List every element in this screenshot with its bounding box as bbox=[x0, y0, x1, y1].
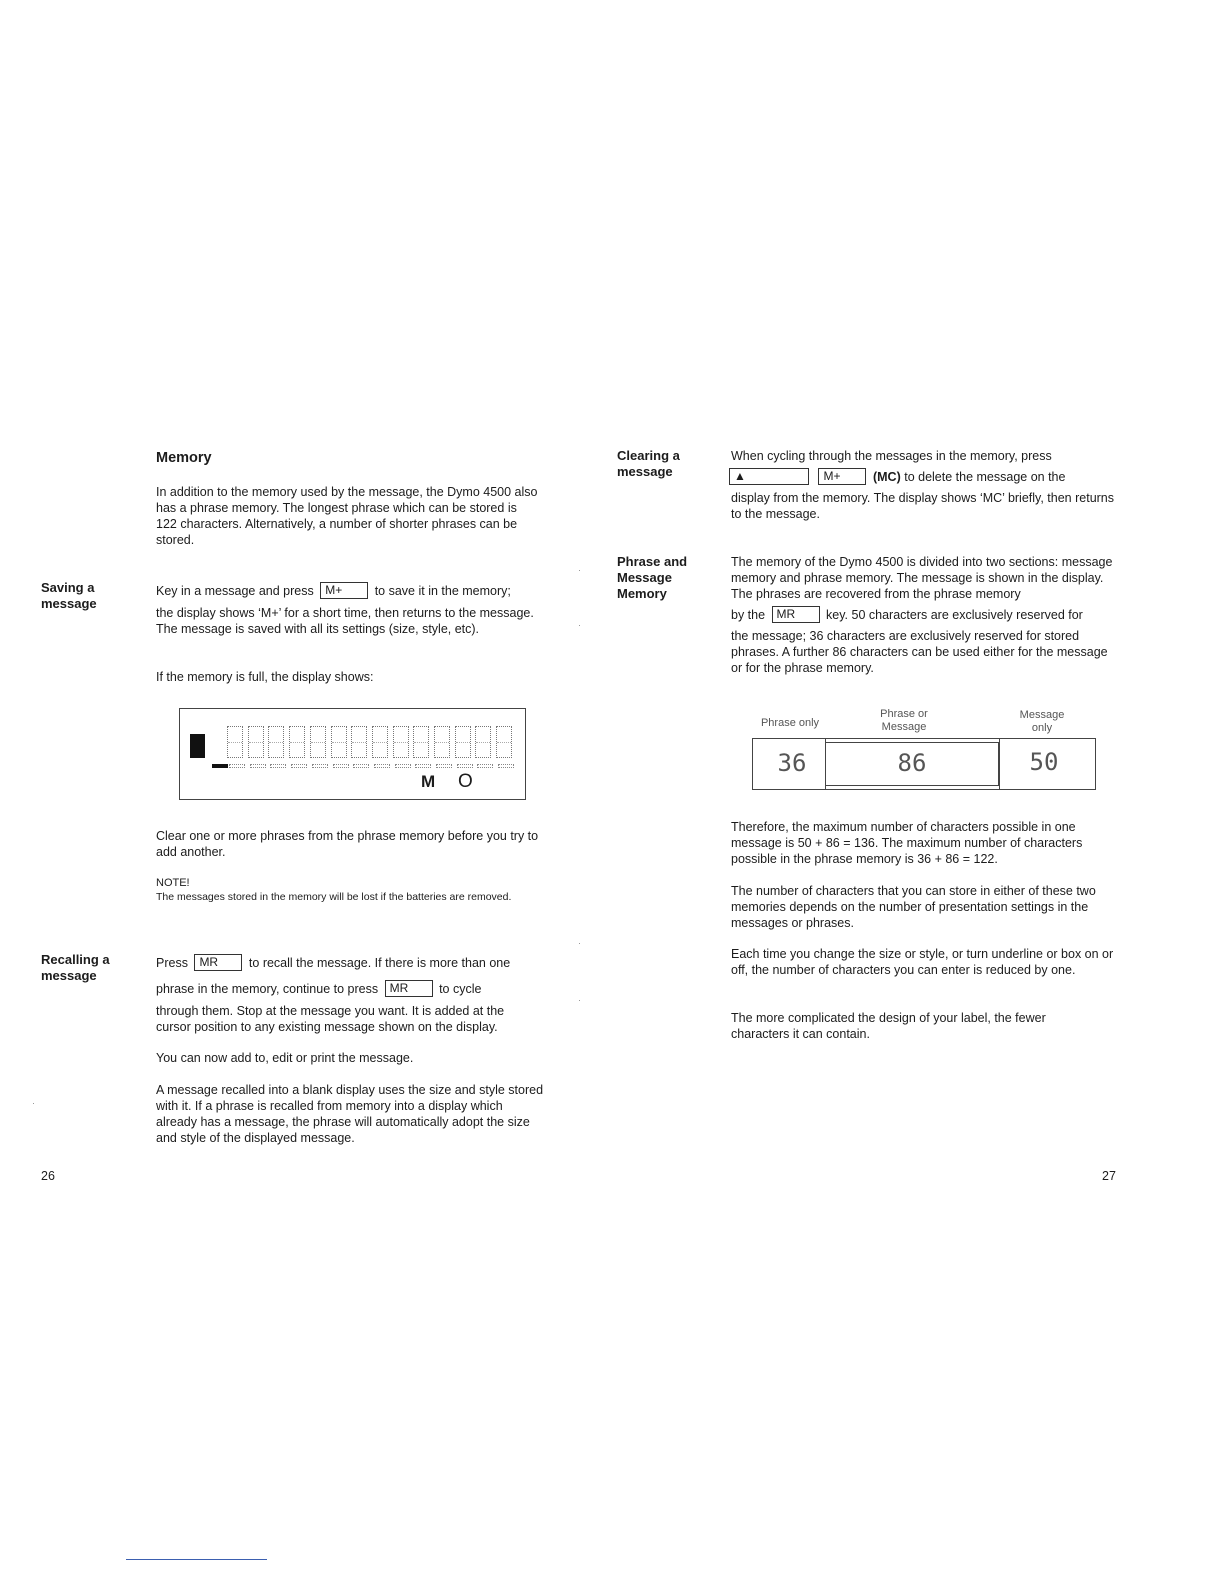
lcd-underline-segment bbox=[229, 764, 245, 768]
lcd-char-cell-mid bbox=[352, 742, 366, 743]
saving-line1-post: to save it in the memory; bbox=[374, 584, 511, 598]
lcd-char-cell bbox=[268, 726, 284, 758]
lcd-char-cell bbox=[434, 726, 450, 758]
lcd-cursor bbox=[190, 734, 205, 758]
lcd-o-indicator: O bbox=[458, 771, 473, 792]
recalling-line2-pre: phrase in the memory, continue to press bbox=[156, 982, 379, 996]
label-phrase-only: Phrase only bbox=[760, 717, 820, 729]
therefore-text: Therefore, the maximum number of characters possible in one message is 50 + 86 = 136. The maximum number of characters possible in the phrase memory is 36 + 86 = 122. bbox=[731, 820, 1083, 866]
phrase-memory-p1b-post: key. 50 characters are exclusively reserved for bbox=[826, 608, 1083, 622]
recalling-line2 bbox=[156, 981, 556, 998]
recalling-line1 bbox=[156, 955, 556, 972]
lcd-char-cell bbox=[372, 726, 388, 758]
memory-diagram bbox=[752, 705, 1097, 793]
clearing-line1: When cycling through the messages in the memory, press bbox=[731, 449, 1052, 463]
value-phrase-only: 36 bbox=[777, 749, 807, 777]
lcd-underline-segment bbox=[498, 764, 514, 768]
lcd-char-cell bbox=[351, 726, 367, 758]
number-text: The number of characters that you can store in either of these two memories depends on the number of presentation settings in the messages or phrases. bbox=[731, 884, 1096, 930]
lcd-char-cell-mid bbox=[332, 742, 346, 743]
phrase-memory-p1b-pre: by the bbox=[731, 608, 766, 622]
mr-key: MR bbox=[194, 954, 242, 971]
memory-full-text: If the memory is full, the display shows: bbox=[156, 670, 374, 684]
lcd-m-indicator: M bbox=[421, 772, 436, 791]
saving-line1 bbox=[156, 583, 546, 600]
lcd-char-cell bbox=[331, 726, 347, 758]
lcd-char-cell-mid bbox=[373, 742, 387, 743]
m-plus-key: M+ bbox=[320, 582, 368, 599]
side-label-phrase-memory: Phrase and Message Memory bbox=[617, 554, 688, 601]
saving-line1-pre: Key in a message and press bbox=[156, 584, 314, 598]
lcd-char-cell-mid bbox=[269, 742, 283, 743]
page-number-left: 26 bbox=[41, 1169, 55, 1183]
lcd-underline-segment bbox=[353, 764, 369, 768]
divider-right bbox=[999, 738, 1000, 790]
lcd-char-cell-mid bbox=[497, 742, 511, 743]
page-number-right: 27 bbox=[1102, 1169, 1116, 1183]
lcd-char-cell bbox=[496, 726, 512, 758]
scan-dot bbox=[579, 625, 580, 626]
footer-rule bbox=[126, 1559, 267, 1560]
label-phrase-or-message: Phrase or Message bbox=[880, 708, 928, 733]
lcd-underline-segment bbox=[312, 764, 328, 768]
lcd-char-cell bbox=[455, 726, 471, 758]
lcd-char-cell bbox=[475, 726, 491, 758]
note-title: NOTE! bbox=[156, 877, 190, 889]
phrase-memory-p1c: the message; 36 characters are exclusively reserved for stored phrases. A further 86 characters can be used either for the message or for the phrase memory. bbox=[731, 629, 1108, 675]
clearing-line2 bbox=[729, 469, 1124, 486]
memory-intro: In addition to the memory used by the message, the Dymo 4500 also has a phrase memory. The longest phrase which can be stored is 122 characters. Alternatively, a number of shorter phrases can be stored. bbox=[156, 485, 538, 547]
memory-heading: Memory bbox=[156, 450, 212, 466]
lcd-char-cell bbox=[310, 726, 326, 758]
lcd-underline-segment bbox=[333, 764, 349, 768]
side-label-recalling: Recalling a message bbox=[41, 952, 110, 983]
lcd-underline-segment bbox=[477, 764, 493, 768]
clearing-line2-post: to delete the message on the bbox=[904, 470, 1066, 484]
value-message-only: 50 bbox=[1029, 748, 1059, 776]
lcd-char-cell-mid bbox=[414, 742, 428, 743]
lcd-underline-segment bbox=[457, 764, 473, 768]
scan-dot bbox=[579, 570, 580, 571]
note-text: The messages stored in the memory will be lost if the batteries are removed. bbox=[156, 891, 512, 903]
phrase-memory-p1b bbox=[731, 607, 1126, 624]
lcd-char-cell-mid bbox=[228, 742, 242, 743]
label-message-only: Message only bbox=[1019, 709, 1065, 734]
complicated-text: The more complicated the design of your label, the fewer characters it can contain. bbox=[731, 1011, 1046, 1041]
lcd-underline-segment bbox=[395, 764, 411, 768]
lcd-underline-segment bbox=[212, 764, 228, 768]
scan-dot bbox=[579, 1000, 580, 1001]
side-label-clearing: Clearing a message bbox=[617, 448, 680, 479]
lcd-underline-segment bbox=[250, 764, 266, 768]
mc-label: (MC) bbox=[872, 470, 901, 484]
lcd-char-cell bbox=[413, 726, 429, 758]
lcd-underline-segment bbox=[374, 764, 390, 768]
recalling-line2-post: to cycle bbox=[439, 982, 482, 996]
saving-rest: the display shows ‘M+’ for a short time, then returns to the message. The message is saved with all its settings (size, style, etc). bbox=[156, 606, 534, 636]
recalling-rest: through them. Stop at the message you want. It is added at the cursor position to any existing message shown on the display. bbox=[156, 1004, 505, 1034]
lcd-char-cell-mid bbox=[311, 742, 325, 743]
mr-key-2: MR bbox=[385, 980, 433, 997]
recalling-line1-post: to recall the message. If there is more than one bbox=[248, 956, 511, 970]
lcd-underline-segment bbox=[291, 764, 307, 768]
lcd-char-cell bbox=[227, 726, 243, 758]
mr-key-right: MR bbox=[772, 606, 820, 623]
lcd-char-cell bbox=[289, 726, 305, 758]
lcd-char-cell-mid bbox=[456, 742, 470, 743]
lcd-char-cell bbox=[393, 726, 409, 758]
each-time-text: Each time you change the size or style, or turn underline or box on or off, the number of characters you can enter is reduced by one. bbox=[731, 947, 1114, 977]
lcd-char-cell-mid bbox=[476, 742, 490, 743]
lcd-char-cell-mid bbox=[290, 742, 304, 743]
lcd-underline-segment bbox=[415, 764, 431, 768]
lcd-char-cell-mid bbox=[435, 742, 449, 743]
value-phrase-or-message: 86 bbox=[897, 749, 927, 777]
lcd-char-cell bbox=[248, 726, 264, 758]
recalling-p3: A message recalled into a blank display uses the size and style stored with it. If a phrase is recalled from memory into a display which already has a message, the phrase will automatically adopt the size and style of the displayed message. bbox=[156, 1083, 544, 1145]
divider-left bbox=[825, 738, 826, 790]
lcd-underline-segment bbox=[270, 764, 286, 768]
clearing-rest: display from the memory. The display shows ‘MC’ briefly, then returns to the message. bbox=[731, 491, 1115, 521]
phrase-memory-p1a: The memory of the Dymo 4500 is divided into two sections: message memory and phrase memory. The message is shown in the display. The phrases are recovered from the phrase memory bbox=[731, 555, 1113, 601]
side-label-saving: Saving a message bbox=[41, 580, 97, 611]
scan-dot bbox=[33, 1103, 34, 1104]
up-arrow-key: ▲ bbox=[729, 468, 809, 485]
m-plus-key-right: M+ bbox=[818, 468, 866, 485]
recalling-p2: You can now add to, edit or print the message. bbox=[156, 1051, 414, 1065]
clear-phrases-text: Clear one or more phrases from the phrase memory before you try to add another. bbox=[156, 829, 539, 859]
lcd-char-cell-mid bbox=[249, 742, 263, 743]
lcd-underline-segment bbox=[436, 764, 452, 768]
lcd-char-cell-mid bbox=[394, 742, 408, 743]
recalling-line1-pre: Press bbox=[156, 956, 188, 970]
scan-dot bbox=[579, 943, 580, 944]
lcd-display bbox=[179, 708, 526, 800]
